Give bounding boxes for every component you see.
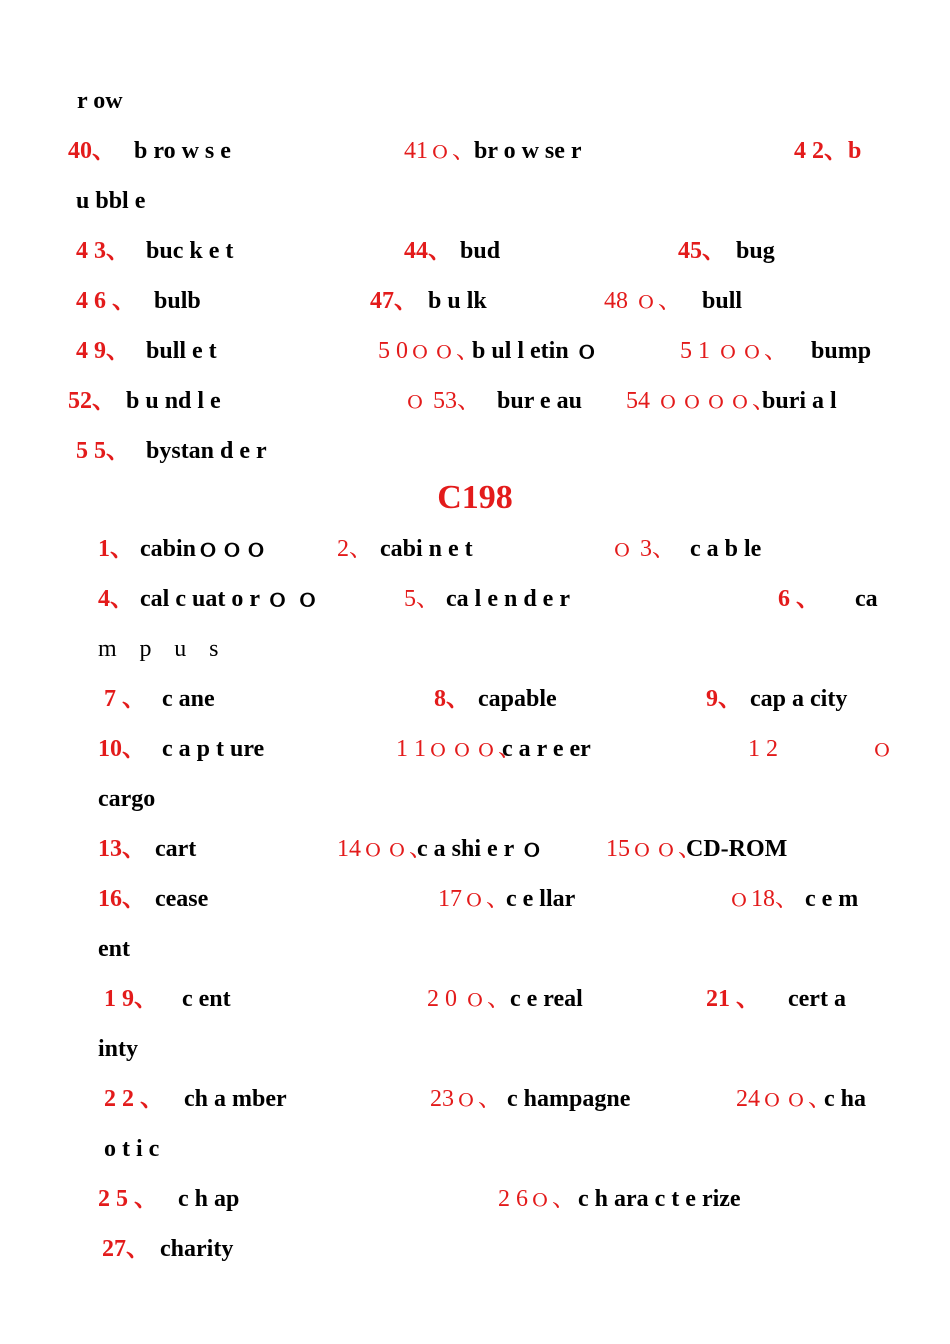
item-number: 47、 bbox=[370, 288, 418, 314]
item-number: 14ｏｏ、 bbox=[337, 836, 433, 862]
word-text: bur e au bbox=[497, 388, 582, 414]
word-text: cabinｏｏｏ bbox=[140, 536, 269, 562]
word-text: ca l e n d e r bbox=[446, 586, 570, 612]
word-text: bug bbox=[736, 238, 775, 264]
text-line bbox=[0, 86, 950, 116]
item-number: ｏ bbox=[870, 736, 894, 762]
item-number: 17ｏ、 bbox=[438, 886, 510, 912]
word-text: c a b le bbox=[690, 536, 762, 562]
word-text: c e real bbox=[510, 986, 583, 1012]
word-text: c ent bbox=[182, 986, 231, 1012]
word-text: c ane bbox=[162, 686, 215, 712]
item-number: 40、 bbox=[68, 138, 116, 164]
item-number: 15ｏｏ、 bbox=[606, 836, 702, 862]
word-text: c a shi e r ｏ bbox=[417, 836, 544, 862]
text-line bbox=[0, 1134, 950, 1164]
word-text: ch a mber bbox=[184, 1086, 287, 1112]
item-number: 10、 bbox=[98, 736, 146, 762]
text-line bbox=[0, 984, 950, 1014]
item-number: 23ｏ、 bbox=[430, 1086, 502, 1112]
word-text: bud bbox=[460, 238, 501, 264]
text-line bbox=[0, 336, 950, 366]
word-text: c e llar bbox=[506, 886, 576, 912]
text-line bbox=[0, 136, 950, 166]
word-text: cease bbox=[155, 886, 209, 912]
item-number: 48 ｏ、 bbox=[604, 288, 682, 314]
item-number: 2、 bbox=[337, 536, 373, 562]
word-text: CD-ROM bbox=[686, 836, 788, 862]
text-line bbox=[0, 436, 950, 466]
item-number: 41ｏ、 bbox=[404, 138, 476, 164]
word-text: bull bbox=[702, 288, 743, 314]
item-number: 21 、 bbox=[706, 986, 760, 1012]
item-number: 13、 bbox=[98, 836, 146, 862]
item-number: 2 2 、 bbox=[104, 1086, 164, 1112]
word-text: cal c uat o r ｏ ｏ bbox=[140, 586, 320, 612]
word-text: ent bbox=[98, 936, 130, 962]
item-number: 5、 bbox=[404, 586, 440, 612]
word-text: cabi n e t bbox=[380, 536, 473, 562]
item-number: 4 2、b bbox=[794, 138, 862, 164]
text-line bbox=[0, 534, 950, 564]
word-text: capable bbox=[478, 686, 557, 712]
text-line bbox=[0, 784, 950, 814]
text-line bbox=[0, 386, 950, 416]
item-number: 2 6ｏ、 bbox=[498, 1186, 576, 1212]
word-text: bystan d e r bbox=[146, 438, 267, 464]
word-text: bulb bbox=[154, 288, 201, 314]
word-text: buc k e t bbox=[146, 238, 234, 264]
word-text: charity bbox=[160, 1236, 234, 1262]
word-text: cap a city bbox=[750, 686, 848, 712]
word-text: b ro w s e bbox=[134, 138, 231, 164]
word-text: c h ap bbox=[178, 1186, 240, 1212]
item-number: 4、 bbox=[98, 586, 134, 612]
section-title: C198 bbox=[437, 479, 513, 516]
word-text: buri a l bbox=[762, 388, 837, 414]
word-text: cert a bbox=[788, 986, 846, 1012]
item-number: 52、 bbox=[68, 388, 116, 414]
text-line bbox=[0, 684, 950, 714]
word-text: u bbl e bbox=[76, 188, 146, 214]
item-number: 4 6 、 bbox=[76, 288, 136, 314]
item-number: 7 、 bbox=[104, 686, 146, 712]
word-text: br o w se r bbox=[474, 138, 582, 164]
word-text: c h ara c t e rize bbox=[578, 1186, 741, 1212]
word-text: c hampagne bbox=[507, 1086, 631, 1112]
word-text: bull e t bbox=[146, 338, 217, 364]
item-number: 2 0 ｏ、 bbox=[427, 986, 511, 1012]
item-number: 4 9、 bbox=[76, 338, 130, 364]
item-number: 27、 bbox=[102, 1236, 150, 1262]
text-line bbox=[0, 584, 950, 614]
item-number: ｏ 3、 bbox=[610, 536, 676, 562]
word-text: o t i c bbox=[104, 1136, 160, 1162]
text-line bbox=[0, 884, 950, 914]
text-line bbox=[0, 934, 950, 964]
item-number: 16、 bbox=[98, 886, 146, 912]
text-line bbox=[0, 1234, 950, 1264]
word-text: ca bbox=[855, 586, 878, 612]
text-line bbox=[0, 286, 950, 316]
item-number: 5 1 ｏｏ、 bbox=[680, 338, 788, 364]
text-line bbox=[0, 236, 950, 266]
text-line bbox=[0, 1034, 950, 1064]
text-line bbox=[0, 186, 950, 216]
item-number: 1 9、 bbox=[104, 986, 158, 1012]
item-number: 1、 bbox=[98, 536, 134, 562]
item-number: 8、 bbox=[434, 686, 470, 712]
item-number: 6 、 bbox=[778, 586, 820, 612]
item-number: 2 5 、 bbox=[98, 1186, 158, 1212]
text-line bbox=[0, 1084, 950, 1114]
word-text: b u nd l e bbox=[126, 388, 221, 414]
word-text: b ul l etin ｏ bbox=[472, 338, 599, 364]
word-text: cargo bbox=[98, 786, 156, 812]
word-text: r ow bbox=[77, 88, 123, 114]
word-text: c e m bbox=[805, 886, 859, 912]
item-number: 54 ｏｏｏｏ、 bbox=[626, 388, 776, 414]
word-text: c a p t ure bbox=[162, 736, 265, 762]
item-number: ｏ 53、 bbox=[403, 388, 481, 414]
item-number: 1 1ｏｏｏ、 bbox=[396, 736, 522, 762]
item-number: ｏ18、 bbox=[727, 886, 799, 912]
word-text: m p u s bbox=[98, 636, 227, 662]
word-text: bump bbox=[811, 338, 872, 364]
item-number: 5 0ｏｏ、 bbox=[378, 338, 480, 364]
item-number: 4 3、 bbox=[76, 238, 130, 264]
text-line bbox=[0, 1184, 950, 1214]
item-number: 45、 bbox=[678, 238, 726, 264]
item-number: 9、 bbox=[706, 686, 742, 712]
word-text: cart bbox=[155, 836, 197, 862]
word-text: c ha bbox=[824, 1086, 866, 1112]
text-line bbox=[0, 834, 950, 864]
item-number: 24ｏｏ、 bbox=[736, 1086, 832, 1112]
item-number: 5 5、 bbox=[76, 438, 130, 464]
text-line bbox=[0, 634, 950, 664]
word-text: b u lk bbox=[428, 288, 487, 314]
item-number: 44、 bbox=[404, 238, 452, 264]
text-line bbox=[0, 734, 950, 764]
item-number: 1 2 bbox=[748, 736, 778, 762]
word-text: c a r e er bbox=[502, 736, 591, 762]
word-text: inty bbox=[98, 1036, 139, 1062]
